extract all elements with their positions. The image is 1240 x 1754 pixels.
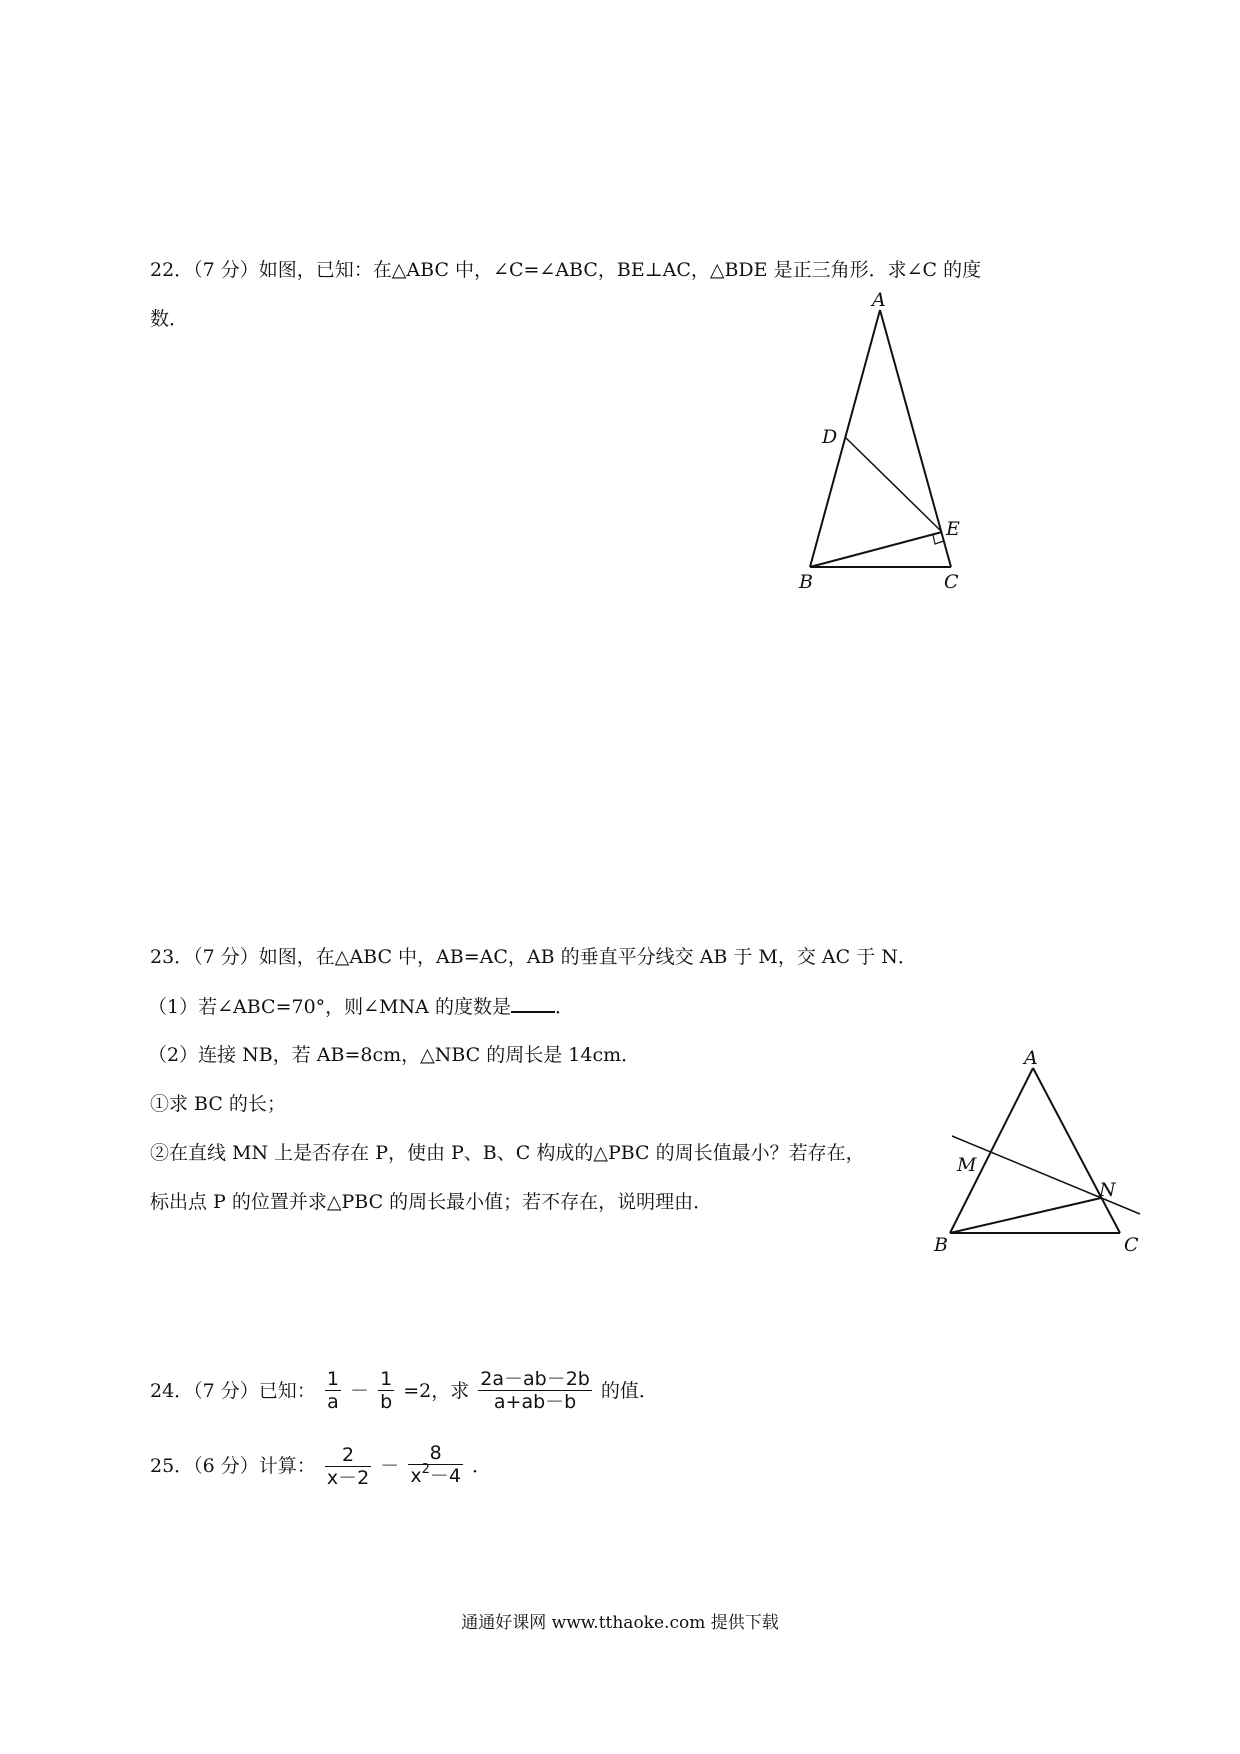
footer-credit: 通通好课网 www.tthaoke.com 提供下载 — [461, 1613, 779, 1633]
q22-line1: 22．（7 分）如图，已知：在△ABC 中，∠C=∠ABC，BE⊥AC，△BDE 是正三角形．求∠C 的度 — [150, 259, 982, 281]
fraction-2-over-x-minus-2 — [325, 1444, 371, 1489]
label-E: E — [946, 518, 960, 540]
q25-line — [150, 1442, 491, 1492]
q24-equals: =2，求 — [403, 1379, 470, 1402]
fraction-8-over-x2-minus-4 — [408, 1442, 463, 1490]
fraction-1-over-b — [378, 1368, 394, 1413]
edge-AB — [950, 1068, 1033, 1233]
answer-blank[interactable] — [511, 993, 555, 1013]
label-D: D — [822, 426, 838, 448]
q23-part1-end: ． — [554, 996, 574, 1018]
denominator-rest: －4 — [429, 1465, 461, 1487]
numerator: 2a－ab－2b — [480, 1368, 590, 1390]
label-M: M — [957, 1154, 977, 1176]
denominator-base: x — [410, 1465, 422, 1487]
q23-line5: ②在直线 MN 上是否存在 P，使由 P、B、C 构成的△PBC 的周长值最小？若存在， — [150, 1142, 865, 1164]
denominator: x－2 — [326, 1466, 370, 1489]
q24-suffix: 的值． — [600, 1379, 658, 1402]
label-A: A — [1024, 1047, 1038, 1069]
exponent: 2 — [421, 1462, 430, 1477]
denominator: b — [378, 1390, 394, 1413]
label-C: C — [1124, 1234, 1139, 1256]
q25-suffix: ． — [471, 1455, 491, 1477]
label-C: C — [944, 571, 959, 593]
q23-line2 — [148, 993, 574, 1020]
numerator: 1 — [326, 1368, 339, 1390]
q23-line1: 23．（7 分）如图，在△ABC 中，AB=AC，AB 的垂直平分线交 AB 于 M，交 AC 于 N． — [150, 946, 917, 968]
edge-AC — [1033, 1068, 1120, 1233]
q24-line — [150, 1368, 658, 1418]
q25-prefix: 25．（6 分）计算： — [150, 1455, 316, 1477]
q22-figure — [790, 285, 970, 595]
fraction-expression — [478, 1368, 592, 1413]
edge-AB — [810, 310, 880, 567]
q23-line4: ①求 BC 的长； — [150, 1093, 286, 1115]
minus-sign: － — [350, 1379, 370, 1402]
fraction-1-over-a — [325, 1368, 341, 1413]
q23-part1-text: （1）若∠ABC=70°，则∠MNA 的度数是 — [148, 996, 511, 1018]
q23-line3: （2）连接 NB，若 AB=8cm，△NBC 的周长是 14cm． — [148, 1044, 641, 1066]
edge-BN — [950, 1198, 1101, 1233]
minus-sign: － — [380, 1455, 400, 1477]
denominator: a+ab－b — [478, 1390, 592, 1413]
q23-line6: 标出点 P 的位置并求△PBC 的周长最小值；若不存在，说明理由． — [150, 1191, 713, 1213]
label-N: N — [1099, 1179, 1116, 1201]
label-A: A — [872, 289, 886, 311]
q23-figure — [930, 1040, 1150, 1256]
denominator — [408, 1464, 463, 1490]
numerator: 1 — [380, 1368, 393, 1390]
label-B: B — [934, 1234, 948, 1256]
label-B: B — [799, 571, 813, 593]
edge-AC — [880, 310, 951, 567]
numerator: 2 — [341, 1443, 355, 1466]
q22-line2: 数． — [150, 308, 189, 330]
edge-BE — [810, 532, 942, 567]
numerator: 8 — [429, 1442, 442, 1464]
q24-prefix: 24．（7 分）已知： — [150, 1379, 316, 1402]
denominator: a — [325, 1390, 341, 1413]
